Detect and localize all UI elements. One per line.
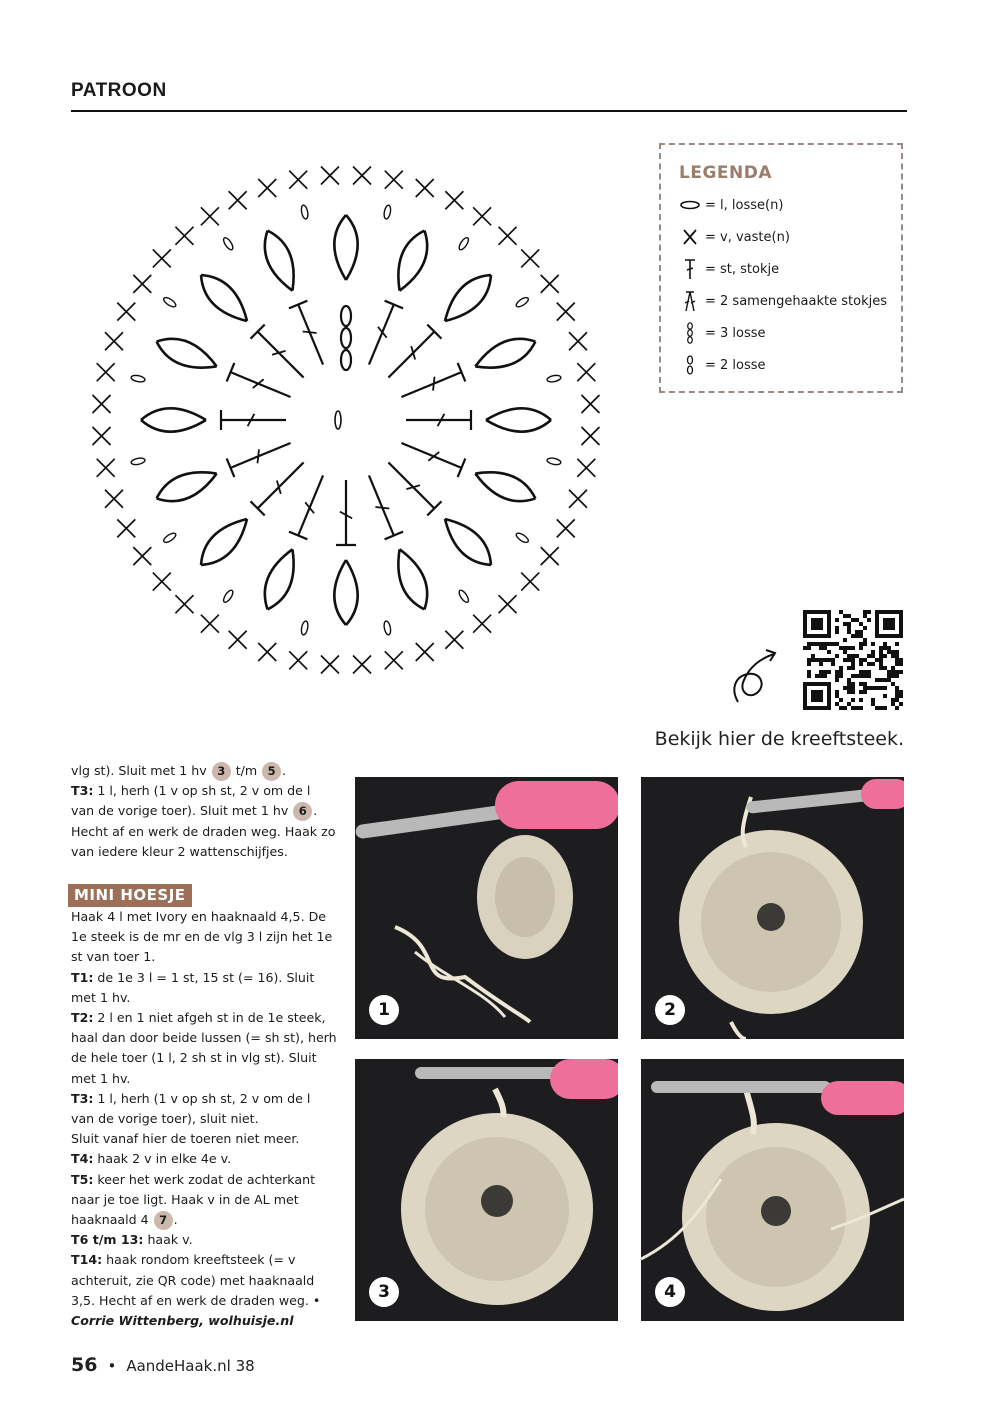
chart-single [385,651,403,669]
legend-box [659,143,903,393]
section-heading: MINI HOESJE [68,884,192,907]
chart-single [557,519,575,537]
step-badge: 6 [293,802,312,821]
chart-single [445,191,463,209]
chart-treble-bar [378,327,387,338]
chart-single [581,427,599,445]
chart-single [105,332,123,350]
chart-chain [222,589,235,604]
chart-cluster-arc [346,560,358,625]
chart-treble [401,372,461,397]
cross-icon [679,225,701,249]
chart-treble-bar [303,331,317,332]
legend-title: LEGENDA [679,163,773,183]
legend-label: = v, vaste(n) [705,229,790,245]
qr-code-icon[interactable] [803,610,903,710]
chart-cluster-arc [334,215,346,280]
chart-chain [162,531,177,544]
chart-treble-bar [305,502,314,513]
legend-label: = 3 losse [705,325,766,341]
paragraph: T3: 1 l, herh (1 v op sh st, 2 v om de l van de vorige toer), sluit niet. [71,1090,311,1127]
chart-single [117,303,135,321]
chart-single [416,643,434,661]
chart-chain [162,296,177,309]
page-title: PATROON [71,80,167,101]
chart-single [473,615,491,633]
chart-chain [457,236,470,251]
step-badge: 7 [154,1211,173,1230]
chart-single [201,615,219,633]
paragraph: Sluit vanaf hier de toeren niet meer. [71,1131,300,1147]
chart-chain [546,374,561,383]
chart-chain [131,457,146,466]
two-chain-icon [679,353,701,377]
photo-step-1 [355,777,618,1039]
chart-treble [258,332,304,378]
photo-number: 2 [655,995,685,1025]
chart-treble [231,372,291,397]
chart-chain [300,620,309,635]
three-chain-icon [679,321,701,345]
photo-number: 4 [655,1277,685,1307]
chart-single [153,573,171,591]
chart-single [416,179,434,197]
chart-single [175,227,193,245]
legend-item-single [679,221,901,253]
chart-treble-bar [433,377,434,391]
paragraph: T1: de 1e 3 l = 1 st, 15 st (= 16). Sluit met 1 hv. [71,969,315,1005]
qr-caption: Bekijk hier de kreeftsteek. [654,728,904,750]
chart-single [385,171,403,189]
chart-single [201,207,219,225]
chart-single [105,490,123,508]
photo-number: 1 [369,995,399,1025]
chart-cluster-arc [346,215,358,280]
chart-single [175,595,193,613]
paragraph: T14: haak rondom kreeftsteek (= v achteruit, zie QR code) met haaknaald 3,5. Hecht af en werk de draden weg. • [71,1252,321,1308]
legend-item-two-chain [679,349,901,381]
chart-single [557,303,575,321]
chart-cluster-arc [141,408,206,420]
legend-item-cluster [679,285,901,317]
arrow-swirl-icon [728,640,780,710]
chart-single [133,275,151,293]
chart-chain [383,205,392,220]
chart-single [153,249,171,267]
chart-single [289,651,307,669]
chart-single [93,427,111,445]
paragraph: Haak 4 l met Ivory en haaknaald 4,5. De 1e steek is de mr en de vlg 3 l zijn het 1e st van toer 1. [71,909,333,965]
chart-treble [401,443,461,468]
author: Corrie Wittenberg, wolhuisje.nl [71,1313,294,1329]
photo-step-3 [355,1059,618,1321]
chart-center-chain [335,411,341,429]
chart-single [569,332,587,350]
chart-single [569,490,587,508]
chart-single [258,179,276,197]
chart-single [521,573,539,591]
treble-stitch-icon [679,257,701,281]
header-divider [71,110,907,112]
chart-single [229,191,247,209]
chart-treble [298,305,323,365]
two-together-icon [679,289,701,313]
chart-treble [369,475,394,535]
chart-single [289,171,307,189]
chart-cluster-arc [334,560,346,625]
page-number: 56 [71,1354,98,1376]
chart-treble-bar [375,507,389,508]
chart-single [521,249,539,267]
chart-single [229,631,247,649]
photo-step-2 [641,777,904,1039]
paragraph: Hecht af en werk de draden weg. Haak zo van iedere kleur 2 wattenschijfjes. [71,823,336,859]
chart-chain [131,374,146,383]
footer [71,1354,255,1376]
chart-single [581,395,599,413]
legend-item-treble [679,253,901,285]
chart-single [473,207,491,225]
chart-cluster-arc [486,420,551,432]
paragraph: T4: haak 2 v in elke 4e v. [71,1151,232,1167]
paragraph: T6 t/m 13: haak v. [71,1232,193,1248]
chart-single [353,167,371,185]
chart-single [577,459,595,477]
legend-label: = 2 samengehaakte stokjes [705,293,887,309]
chart-treble [388,462,434,508]
chain-oval-icon [679,193,701,217]
chart-treble-bar [257,449,258,463]
chart-treble [369,305,394,365]
chart-chain [222,236,235,251]
chart-chain [341,306,351,326]
chart-treble-bar [253,379,264,388]
legend-label: = 2 losse [705,357,766,373]
chart-single [117,519,135,537]
photo-number: 3 [369,1277,399,1307]
instructions [71,761,337,1331]
chart-chain [341,328,351,348]
chart-cluster-arc [486,408,551,420]
chart-single [353,655,371,673]
step-badge: 5 [262,762,281,781]
chart-single [499,595,517,613]
chart-chain [383,620,392,635]
chart-chain [300,205,309,220]
chart-cluster-arc [141,420,206,432]
crochet-chart [70,140,630,700]
legend-item-three-chain [679,317,901,349]
chart-single [577,363,595,381]
chart-treble [231,443,291,468]
chart-chain [341,350,351,370]
chart-single [133,547,151,565]
magazine-name: AandeHaak.nl 38 [126,1357,255,1375]
paragraph: T3: 1 l, herh (1 v op sh st, 2 v om de l van de vorige toer). Sluit met 1 hv 6 . [71,781,337,821]
legend-label: = st, stokje [705,261,780,277]
chart-single [93,395,111,413]
chart-single [321,167,339,185]
chart-single [499,227,517,245]
legend-item-chain [679,189,901,221]
chart-treble-bar [428,452,439,461]
chart-chain [546,457,561,466]
chart-treble [298,475,323,535]
chart-single [97,459,115,477]
chart-chain [515,296,530,309]
chart-single [445,631,463,649]
paragraph: T2: 2 l en 1 niet afgeh st in de 1e steek, haal dan door beide lussen (= sh st), herh de hele toer (1 l, 2 sh st in vlg st). Sluit met 1 hv. [71,1010,337,1086]
chart-treble [258,462,304,508]
photo-step-4 [641,1059,904,1321]
chart-single [321,655,339,673]
chart-single [541,547,559,565]
chart-treble [388,332,434,378]
chart-chain [457,589,470,604]
chart-single [258,643,276,661]
step-badge: 3 [212,762,231,781]
legend-label: = l, losse(n) [705,197,784,213]
paragraph: vlg st). Sluit met 1 hv 3 t/m 5 . [71,761,337,781]
chart-single [97,363,115,381]
paragraph: T5: keer het werk zodat de achterkant naar je toe ligt. Haak v in de AL met haaknaald 4 7 . [71,1170,337,1231]
chart-chain [515,531,530,544]
chart-single [541,275,559,293]
footer-bullet: • [107,1357,117,1375]
